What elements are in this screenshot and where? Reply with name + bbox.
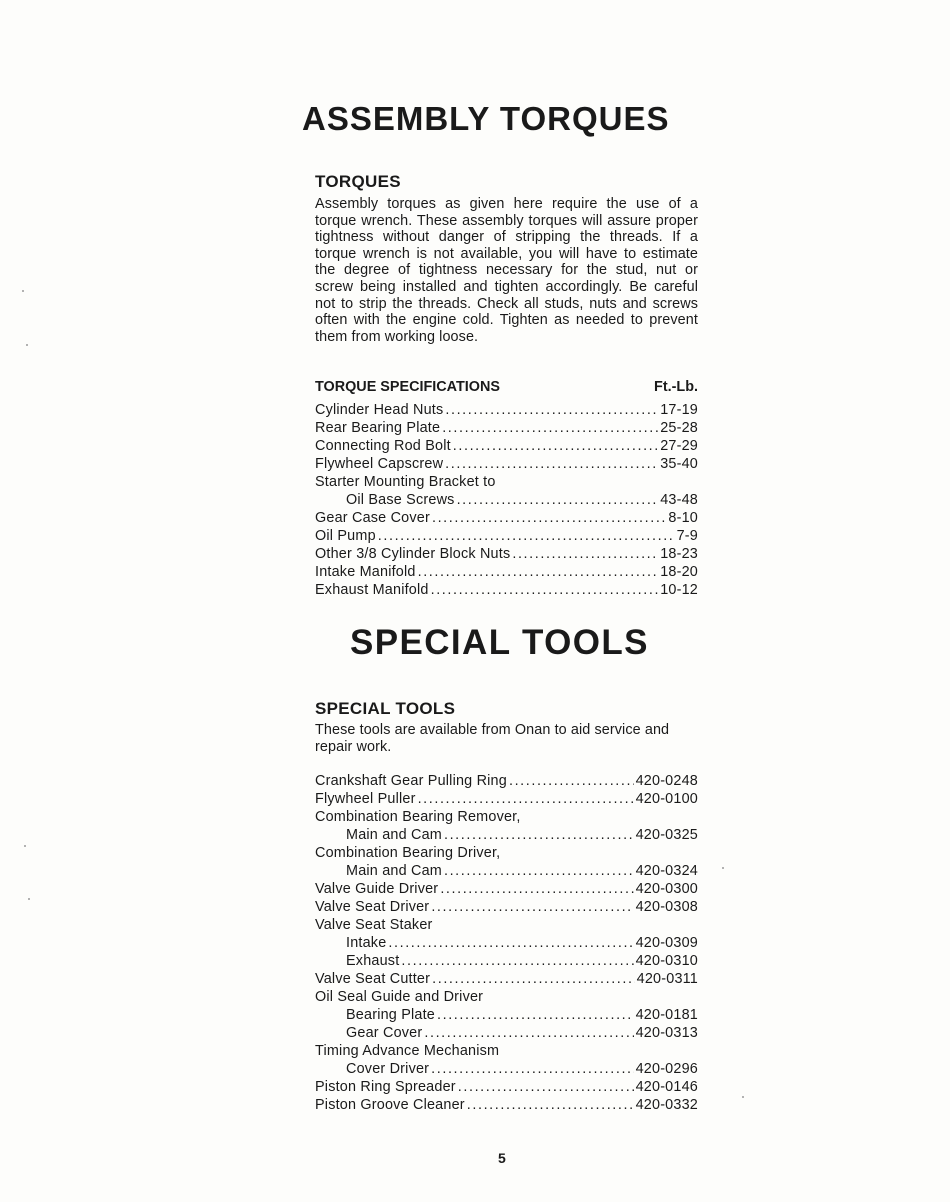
scan-speck bbox=[722, 867, 724, 869]
list-item bbox=[315, 1042, 698, 1060]
list-item bbox=[315, 844, 698, 862]
dot-leader bbox=[444, 862, 634, 880]
list-item bbox=[315, 455, 698, 473]
list-item bbox=[315, 988, 698, 1006]
list-item bbox=[315, 545, 698, 563]
item-name: Valve Seat Staker bbox=[315, 917, 433, 933]
dot-leader bbox=[432, 970, 635, 988]
item-value: 420-0146 bbox=[635, 1079, 698, 1095]
item-value: 7-9 bbox=[676, 528, 698, 544]
item-value: 18-20 bbox=[660, 564, 698, 580]
scan-speck bbox=[28, 898, 30, 900]
dot-leader bbox=[458, 1078, 634, 1096]
dot-leader bbox=[401, 952, 633, 970]
item-value: 420-0311 bbox=[636, 971, 698, 987]
list-item bbox=[315, 790, 698, 808]
item-value: 43-48 bbox=[660, 492, 698, 508]
item-name: Cover Driver bbox=[346, 1061, 430, 1077]
item-name: Timing Advance Mechanism bbox=[315, 1043, 500, 1059]
special-tools-title: SPECIAL TOOLS bbox=[350, 623, 649, 662]
dot-leader bbox=[431, 581, 659, 599]
scan-speck bbox=[26, 344, 28, 346]
item-name: Oil Seal Guide and Driver bbox=[315, 989, 484, 1005]
item-name: Starter Mounting Bracket to bbox=[315, 474, 496, 490]
list-item bbox=[315, 1078, 698, 1096]
list-item bbox=[315, 437, 698, 455]
item-value: 420-0332 bbox=[635, 1097, 698, 1113]
item-name: Oil Base Screws bbox=[346, 492, 455, 508]
item-value: 420-0324 bbox=[635, 863, 698, 879]
item-value: 10-12 bbox=[660, 582, 698, 598]
item-name: Valve Guide Driver bbox=[315, 881, 439, 897]
item-name: Main and Cam bbox=[346, 863, 442, 879]
page-number: 5 bbox=[498, 1150, 506, 1166]
list-item bbox=[315, 581, 698, 599]
item-name: Exhaust Manifold bbox=[315, 582, 429, 598]
dot-leader bbox=[512, 545, 658, 563]
special-tools-heading: SPECIAL TOOLS bbox=[315, 699, 456, 718]
item-name: Valve Seat Cutter bbox=[315, 971, 431, 987]
list-item bbox=[315, 916, 698, 934]
item-name: Piston Ring Spreader bbox=[315, 1079, 456, 1095]
list-item bbox=[315, 808, 698, 826]
item-name: Other 3/8 Cylinder Block Nuts bbox=[315, 546, 511, 562]
list-item bbox=[315, 1024, 698, 1042]
dot-leader bbox=[440, 880, 633, 898]
dot-leader bbox=[378, 527, 675, 545]
item-name: Piston Groove Cleaner bbox=[315, 1097, 465, 1113]
item-name: Flywheel Puller bbox=[315, 791, 416, 807]
item-value: 17-19 bbox=[660, 402, 698, 418]
item-name: Gear Cover bbox=[346, 1025, 423, 1041]
item-value: 25-28 bbox=[660, 420, 698, 436]
item-value: 420-0310 bbox=[635, 953, 698, 969]
item-name: Intake bbox=[346, 935, 387, 951]
dot-leader bbox=[444, 826, 634, 844]
item-name: Oil Pump bbox=[315, 528, 376, 544]
item-value: 8-10 bbox=[668, 510, 698, 526]
item-name: Intake Manifold bbox=[315, 564, 416, 580]
torque-unit-heading: Ft.-Lb. bbox=[654, 379, 698, 395]
item-name: Combination Bearing Driver, bbox=[315, 845, 501, 861]
torque-spec-header bbox=[315, 378, 698, 396]
dot-leader bbox=[445, 401, 658, 419]
dot-leader bbox=[453, 437, 658, 455]
list-item bbox=[315, 563, 698, 581]
item-value: 18-23 bbox=[660, 546, 698, 562]
assembly-torques-title: ASSEMBLY TORQUES bbox=[302, 100, 670, 137]
item-name: Crankshaft Gear Pulling Ring bbox=[315, 773, 507, 789]
special-tools-list bbox=[315, 772, 698, 1114]
dot-leader bbox=[432, 509, 666, 527]
item-value: 420-0309 bbox=[635, 935, 698, 951]
item-name: Rear Bearing Plate bbox=[315, 420, 441, 436]
item-name: Connecting Rod Bolt bbox=[315, 438, 451, 454]
item-value: 420-0308 bbox=[635, 899, 698, 915]
list-item bbox=[315, 509, 698, 527]
item-name: Gear Case Cover bbox=[315, 510, 430, 526]
torques-paragraph: Assembly torques as given here require the use of a torque wrench. These assembly torques will assure proper tightness without danger of stripping the threads. If a torque wrench is not available, you will have to estimate the degree of tightness necessary for the stud, nut or screw being installed and tighten accordingly. Be careful not to strip the threads. Check all studs, nuts and screws often with the engine cold. Tighten as needed to prevent them from working loose. bbox=[315, 196, 698, 345]
special-tools-paragraph: These tools are available from Onan to aid service and repair work. bbox=[315, 722, 670, 755]
torque-spec-list bbox=[315, 401, 698, 599]
item-name: Combination Bearing Remover, bbox=[315, 809, 521, 825]
item-name: Main and Cam bbox=[346, 827, 442, 843]
item-name: Flywheel Capscrew bbox=[315, 456, 444, 472]
dot-leader bbox=[431, 898, 633, 916]
dot-leader bbox=[437, 1006, 634, 1024]
dot-leader bbox=[442, 419, 658, 437]
item-value: 27-29 bbox=[660, 438, 698, 454]
list-item bbox=[315, 952, 698, 970]
item-name: Bearing Plate bbox=[346, 1007, 435, 1023]
item-name: Exhaust bbox=[346, 953, 400, 969]
item-name: Valve Seat Driver bbox=[315, 899, 430, 915]
list-item bbox=[315, 934, 698, 952]
dot-leader bbox=[418, 790, 634, 808]
item-value: 420-0325 bbox=[635, 827, 698, 843]
list-item bbox=[315, 1060, 698, 1078]
list-item bbox=[315, 1096, 698, 1114]
torque-spec-heading: TORQUE SPECIFICATIONS bbox=[315, 379, 500, 395]
dot-leader bbox=[445, 455, 658, 473]
list-item bbox=[315, 419, 698, 437]
item-value: 420-0181 bbox=[635, 1007, 698, 1023]
scan-speck bbox=[742, 1096, 744, 1098]
list-item bbox=[315, 401, 698, 419]
list-item bbox=[315, 826, 698, 844]
item-value: 420-0300 bbox=[635, 881, 698, 897]
item-value: 420-0100 bbox=[635, 791, 698, 807]
dot-leader bbox=[467, 1096, 634, 1114]
list-item bbox=[315, 527, 698, 545]
dot-leader bbox=[424, 1024, 633, 1042]
item-value: 35-40 bbox=[660, 456, 698, 472]
item-value: 420-0296 bbox=[635, 1061, 698, 1077]
scan-speck bbox=[24, 845, 26, 847]
list-item bbox=[315, 970, 698, 988]
list-item bbox=[315, 880, 698, 898]
item-value: 420-0248 bbox=[635, 773, 698, 789]
list-item bbox=[315, 473, 698, 491]
dot-leader bbox=[457, 491, 659, 509]
dot-leader bbox=[431, 1060, 633, 1078]
list-item bbox=[315, 898, 698, 916]
list-item bbox=[315, 1006, 698, 1024]
list-item bbox=[315, 772, 698, 790]
dot-leader bbox=[388, 934, 633, 952]
item-value: 420-0313 bbox=[635, 1025, 698, 1041]
list-item bbox=[315, 491, 698, 509]
torques-heading: TORQUES bbox=[315, 172, 401, 191]
item-name: Cylinder Head Nuts bbox=[315, 402, 444, 418]
dot-leader bbox=[509, 772, 634, 790]
list-item bbox=[315, 862, 698, 880]
dot-leader bbox=[418, 563, 659, 581]
scan-speck bbox=[22, 290, 24, 292]
